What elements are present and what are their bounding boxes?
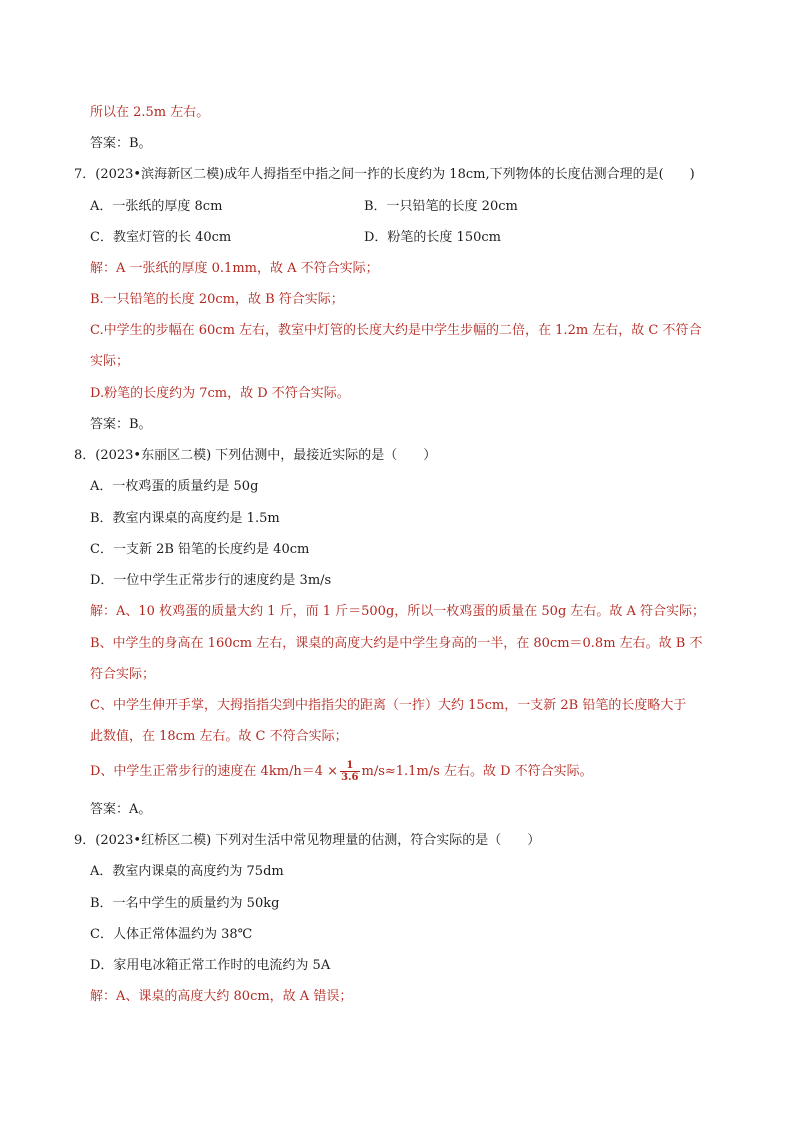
question-7-stem: 7．(2023•滨海新区二模)成年人拇指至中指之间一拃的长度约为 18cm,下列物体的长度估测合理的是( ) [74,167,695,182]
q7-solution-line: 解：A 一张纸的厚度 0.1mm，故 A 不符合实际； [90,261,379,276]
q9-solution-line: 解：A、课桌的高度大约 80cm，故 A 错误； [90,989,353,1004]
q8-option-b: B．教室内课桌的高度约是 1.5m [90,511,280,526]
prev-answer: 答案：B。 [90,136,152,151]
q7-solution-line: 实际； [90,354,130,369]
q7-answer: 答案：B。 [90,417,152,432]
q8-solution-line: 解：A、10 枚鸡蛋的质量大约 1 斤，而 1 斤＝500g，所以一枚鸡蛋的质量在 50g 左右。故 A 符合实际； [90,604,706,619]
question-9-stem: 9．(2023•红桥区二模) 下列对生活中常见物理量的估测，符合实际的是（ ） [74,833,541,848]
prev-solution-line: 所以在 2.5m 左右。 [90,105,210,120]
q7-option-c: C．教室灯管的长 40cm [90,230,232,245]
fraction [340,760,359,783]
q8-solution-line: 符合实际； [90,667,156,682]
q7-solution-line: B.一只铅笔的长度 20cm，故 B 符合实际； [90,292,344,307]
q8-solution-line: C、中学生伸开手掌，大拇指指尖到中指指尖的距离（一拃）大约 15cm，一支新 2B 铅笔的长度略大于 [90,698,687,713]
q8-option-a: A．一枚鸡蛋的质量约是 50g [90,479,259,494]
q8-solution-line: B、中学生的身高在 160cm 左右，课桌的高度大约是中学生身高的一半，在 80cm＝0.8m 左右。故 B 不 [90,636,703,651]
q9-option-b: B．一名中学生的质量约为 50kg [90,896,280,911]
q8-answer: 答案：A。 [90,802,152,817]
fraction-numerator: 1 [340,760,359,772]
q8-solution-line: 此数值，在 18cm 左右。故 C 不符合实际； [90,729,348,744]
q7-solution-line: C.中学生的步幅在 60cm 左右，教室中灯管的长度大约是中学生步幅的二倍，在 1.2m 左右，故 C 不符合 [90,323,702,338]
q7-option-d: D．粉笔的长度 150cm [364,230,501,245]
q9-option-d: D．家用电冰箱正常工作时的电流约为 5A [90,958,331,973]
q8-solution-line-d [90,760,593,784]
q8-option-d: D．一位中学生正常步行的速度约是 3m/s [90,573,332,588]
q7-option-b: B．一只铅笔的长度 20cm [364,199,518,214]
q8-solution-d-post: m/s≈1.1m/s 左右。故 D 不符合实际。 [361,764,593,779]
q9-option-c: C．人体正常体温约为 38℃ [90,927,253,942]
q7-solution-line: D.粉笔的长度约为 7cm，故 D 不符合实际。 [90,386,350,401]
q8-option-c: C．一支新 2B 铅笔的长度约是 40cm [90,542,310,557]
q8-solution-d-pre: D、中学生正常步行的速度在 4km/h＝4 × [90,764,339,779]
question-8-stem: 8．(2023•东丽区二模) 下列估测中，最接近实际的是（ ） [74,448,437,463]
fraction-denominator: 3.6 [341,772,359,783]
q9-option-a: A．教室内课桌的高度约为 75dm [90,864,284,879]
q7-option-a: A．一张纸的厚度 8cm [90,199,223,214]
